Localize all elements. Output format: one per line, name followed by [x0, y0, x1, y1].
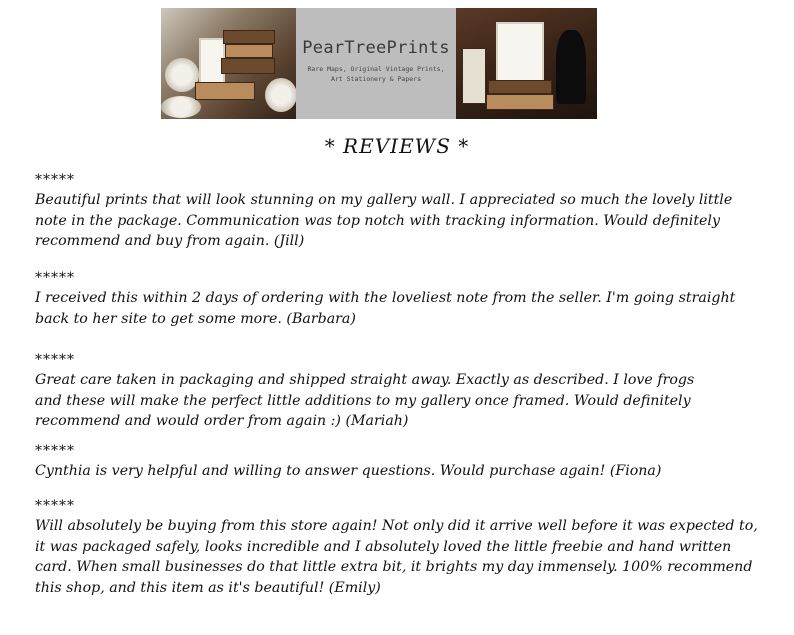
review-text: Will absolutely be buying from this store again! Not only did it arrive well before it was expected to, it was packaged safely, looks incredible and I absolutely loved the little freebie and hand written card. When small businesses do that little extra bit, it brights my day immensely. 100% recommend this shop, and this item as it's beautiful! (Emily) [35, 518, 758, 596]
banner-photo-books-bust [456, 8, 597, 119]
book-shape [462, 48, 486, 104]
brand-panel [296, 8, 456, 119]
review-item [35, 350, 760, 432]
bust-shape [556, 30, 586, 104]
book-shape [486, 94, 554, 110]
star-rating: ***** [35, 352, 75, 368]
review-item [35, 170, 760, 252]
framed-print-shape [496, 22, 544, 82]
book-shape [223, 30, 275, 44]
star-rating: ***** [35, 172, 75, 188]
star-rating: ***** [35, 498, 75, 514]
brand-tagline: Rare Maps, Original Vintage Prints, Art Stationery & Papers [307, 64, 445, 83]
brand-name: PearTreePrints [302, 37, 450, 58]
star-rating: ***** [35, 443, 75, 459]
review-text: Beautiful prints that will look stunning on my gallery wall. I appreciated so much the lovely little note in the package. Communication was top notch with tracking information. Would definitely recommend and buy from again. (Jill) [35, 192, 733, 249]
review-text: Cynthia is very helpful and willing to answer questions. Would purchase again! (Fiona) [35, 463, 662, 479]
shop-banner [161, 8, 597, 119]
star-rating: ***** [35, 270, 75, 286]
review-text: I received this within 2 days of ordering with the loveliest note from the seller. I'm going straight back to her site to get some more. (Barbara) [35, 290, 736, 327]
book-shape [225, 44, 273, 58]
book-shape [488, 80, 552, 94]
plate-shape [265, 78, 296, 112]
plate-shape [165, 58, 199, 92]
banner-photo-table-setting [161, 8, 296, 119]
review-item [35, 496, 760, 598]
book-shape [195, 82, 255, 100]
review-item [35, 441, 760, 482]
page-title: * REVIEWS * [324, 134, 470, 158]
review-item [35, 268, 760, 329]
book-shape [221, 58, 275, 74]
review-text: Great care taken in packaging and shipped straight away. Exactly as described. I love frogs and these will make the perfect little additions to my gallery once framed. Would definitely recommend and would order from again :) (Mariah) [35, 372, 695, 429]
